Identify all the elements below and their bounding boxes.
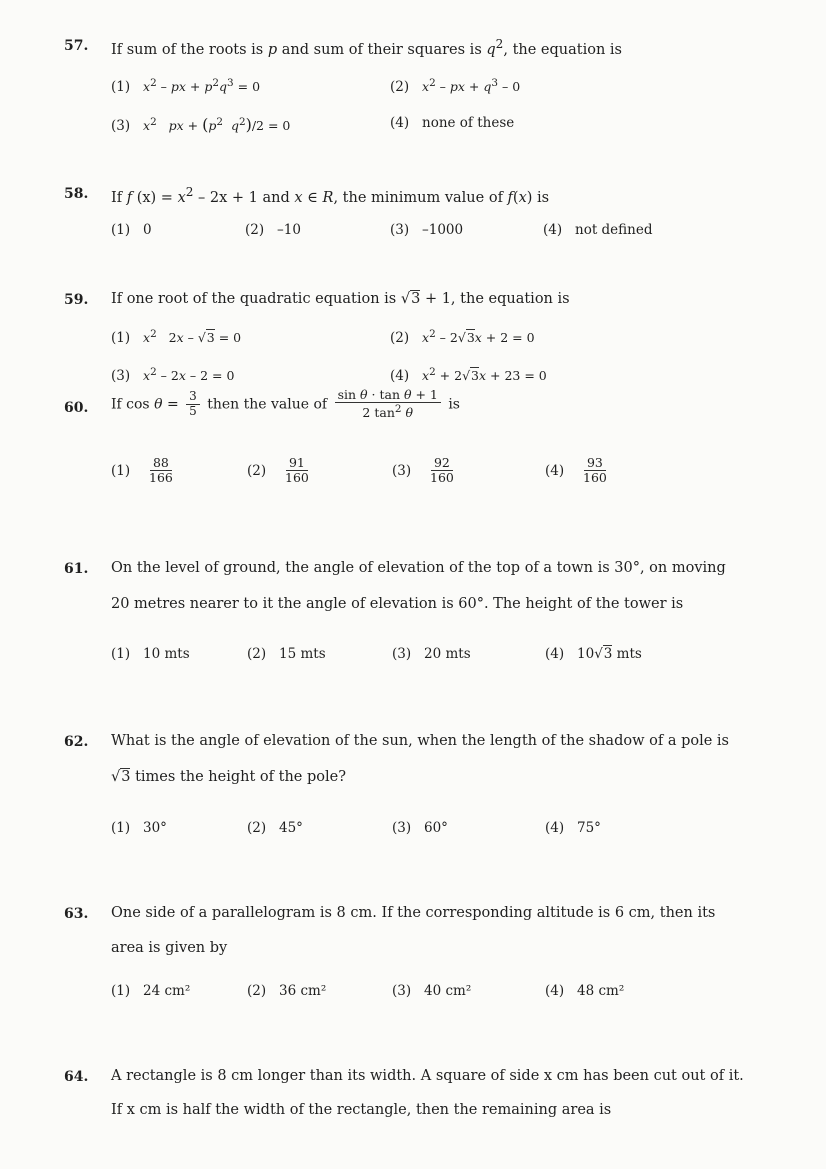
option-4: (4) 75° bbox=[545, 820, 601, 836]
question-text-line-2: √3 times the height of the pole? bbox=[111, 769, 346, 785]
option-4: (4) none of these bbox=[390, 115, 515, 131]
option-4: (4) not defined bbox=[543, 222, 653, 238]
question-text-line-1: On the level of ground, the angle of elevation of the top of a town is 30°, on moving bbox=[111, 560, 726, 576]
question-text-line-1: One side of a parallelogram is 8 cm. If the corresponding altitude is 6 cm, then its bbox=[111, 905, 716, 921]
question-text-line-2: 20 metres nearer to it the angle of elevation is 60°. The height of the tower is bbox=[111, 596, 684, 612]
option-3: (3) $x^2 - 2x - 2 = 0$ bbox=[111, 366, 235, 385]
option-3: (3) $\frac{92}{160}$ bbox=[392, 455, 454, 486]
question-number: 58. bbox=[64, 186, 89, 202]
option-3: (3) 20 mts bbox=[392, 646, 471, 662]
option-2: (2) $x^2 - 2√3x + 2 = 0$ bbox=[390, 328, 535, 347]
option-1: (1) $\frac{88}{166}$ bbox=[111, 455, 173, 486]
option-3: (3) 40 cm² bbox=[392, 983, 472, 999]
option-2: (2) $\frac{91}{160}$ bbox=[247, 455, 309, 486]
question-number: 64. bbox=[64, 1069, 89, 1085]
question-text: If cos θ = $\frac{3}{5}$ then the value of $\frac{\text{sin θ · tan θ + 1}}{2 \tan^2 \theta}$ is bbox=[111, 387, 460, 421]
option-1: (1) 24 cm² bbox=[111, 983, 191, 999]
option-2: (2) 15 mts bbox=[247, 646, 326, 662]
option-2: (2) –10 bbox=[245, 222, 301, 238]
option-4: (4) $\frac{93}{160}$ bbox=[545, 455, 607, 486]
option-2: (2) 36 cm² bbox=[247, 983, 327, 999]
option-2: (2) 45° bbox=[247, 820, 303, 836]
question-number: 59. bbox=[64, 292, 89, 308]
question-text-line-2: area is given by bbox=[111, 940, 228, 956]
question-text: If f $(x) = x^2 - 2x + 1$ and x ∈ R, the minimum value of f(x) is bbox=[111, 185, 550, 206]
option-4: (4) 48 cm² bbox=[545, 983, 625, 999]
option-1: (1) 10 mts bbox=[111, 646, 190, 662]
question-number: 60. bbox=[64, 400, 89, 416]
option-3: (3) $x^2$ px + ($p^2$ $q^2)/2 = 0$ bbox=[111, 115, 291, 134]
option-1: (1) 30° bbox=[111, 820, 167, 836]
option-1: (1) 0 bbox=[111, 222, 152, 238]
question-number: 61. bbox=[64, 561, 89, 577]
option-4: (4) $x^2 + 2√3x + 23 = 0$ bbox=[390, 366, 547, 385]
question-number: 62. bbox=[64, 734, 89, 750]
option-3: (3) –1000 bbox=[390, 222, 464, 238]
question-text: If one root of the quadratic equation is √3 + 1, the equation is bbox=[111, 291, 570, 307]
question-number: 57. bbox=[64, 38, 89, 54]
option-4: (4) 10√3 mts bbox=[545, 646, 642, 662]
question-number: 63. bbox=[64, 906, 89, 922]
option-3: (3) 60° bbox=[392, 820, 448, 836]
option-1: (1) $x^2$ – px + $p^2q^3 = 0$ bbox=[111, 77, 261, 96]
question-text-line-2: If x cm is half the width of the rectangle, then the remaining area is bbox=[111, 1102, 612, 1118]
option-1: (1) $x^2$ 2x – √3 = 0 bbox=[111, 328, 242, 347]
option-2: (2) $x^2$ – px + $q^3 - 0$ bbox=[390, 77, 521, 96]
question-text: If sum of the roots is p and sum of their squares is $q^2$, the equation is bbox=[111, 37, 623, 58]
question-text-line-1: A rectangle is 8 cm longer than its width. A square of side x cm has been cut out of it. bbox=[111, 1068, 744, 1084]
question-text-line-1: What is the angle of elevation of the sun, when the length of the shadow of a pole is bbox=[111, 733, 729, 749]
